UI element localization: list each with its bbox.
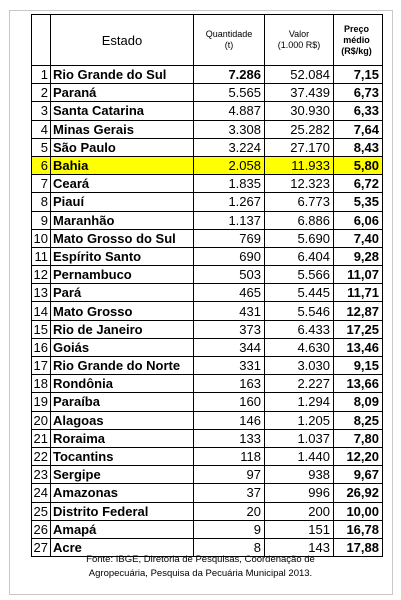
row-quantidade: 503 bbox=[194, 266, 265, 284]
table-row bbox=[32, 266, 383, 284]
row-preco: 6,72 bbox=[334, 175, 383, 193]
row-estado: Amapá bbox=[51, 520, 194, 538]
row-preco: 7,40 bbox=[334, 229, 383, 247]
row-number: 22 bbox=[32, 447, 51, 465]
row-estado: Maranhão bbox=[51, 211, 194, 229]
row-valor: 1.037 bbox=[265, 429, 334, 447]
row-valor: 938 bbox=[265, 466, 334, 484]
table-row bbox=[32, 193, 383, 211]
row-number: 6 bbox=[32, 156, 51, 174]
row-number: 13 bbox=[32, 284, 51, 302]
row-quantidade: 331 bbox=[194, 357, 265, 375]
row-valor: 30.930 bbox=[265, 102, 334, 120]
row-estado: Espírito Santo bbox=[51, 247, 194, 265]
row-number: 18 bbox=[32, 375, 51, 393]
row-estado: Pará bbox=[51, 284, 194, 302]
header-valor bbox=[265, 15, 334, 66]
row-quantidade: 160 bbox=[194, 393, 265, 411]
row-number: 19 bbox=[32, 393, 51, 411]
row-estado: Paraíba bbox=[51, 393, 194, 411]
row-preco: 16,78 bbox=[334, 520, 383, 538]
row-valor: 5.445 bbox=[265, 284, 334, 302]
row-estado: Roraima bbox=[51, 429, 194, 447]
row-estado: Distrito Federal bbox=[51, 502, 194, 520]
header-preco-line2: médio bbox=[343, 34, 370, 45]
row-valor: 6.433 bbox=[265, 320, 334, 338]
row-preco: 12,20 bbox=[334, 447, 383, 465]
row-quantidade: 133 bbox=[194, 429, 265, 447]
table-row bbox=[32, 502, 383, 520]
row-estado: São Paulo bbox=[51, 138, 194, 156]
row-valor: 52.084 bbox=[265, 66, 334, 84]
row-quantidade: 4.887 bbox=[194, 102, 265, 120]
row-estado: Ceará bbox=[51, 175, 194, 193]
row-estado: Mato Grosso bbox=[51, 302, 194, 320]
row-valor: 151 bbox=[265, 520, 334, 538]
row-number: 11 bbox=[32, 247, 51, 265]
row-number: 17 bbox=[32, 357, 51, 375]
row-estado: Mato Grosso do Sul bbox=[51, 229, 194, 247]
row-quantidade: 118 bbox=[194, 447, 265, 465]
row-preco: 26,92 bbox=[334, 484, 383, 502]
table-row bbox=[32, 229, 383, 247]
row-quantidade: 9 bbox=[194, 520, 265, 538]
row-valor: 37.439 bbox=[265, 84, 334, 102]
caption-line1: Fonte: IBGE, Diretoria de Pesquisas, Coordenação de bbox=[86, 554, 315, 565]
row-preco: 5,80 bbox=[334, 156, 383, 174]
header-preco-line1: Preço bbox=[343, 23, 369, 34]
row-number: 20 bbox=[32, 411, 51, 429]
row-valor: 1.294 bbox=[265, 393, 334, 411]
table-row bbox=[32, 357, 383, 375]
row-number: 15 bbox=[32, 320, 51, 338]
table-row bbox=[32, 211, 383, 229]
row-preco: 8,09 bbox=[334, 393, 383, 411]
row-number: 8 bbox=[32, 193, 51, 211]
row-estado: Rio de Janeiro bbox=[51, 320, 194, 338]
row-preco: 8,43 bbox=[334, 138, 383, 156]
row-valor: 27.170 bbox=[265, 138, 334, 156]
row-number: 25 bbox=[32, 502, 51, 520]
row-valor: 143 bbox=[265, 538, 334, 556]
row-estado: Sergipe bbox=[51, 466, 194, 484]
table-row bbox=[32, 320, 383, 338]
row-preco: 9,28 bbox=[334, 247, 383, 265]
table-row bbox=[32, 484, 383, 502]
table-row bbox=[32, 175, 383, 193]
row-estado: Tocantins bbox=[51, 447, 194, 465]
row-estado: Paraná bbox=[51, 84, 194, 102]
table-row bbox=[32, 156, 383, 174]
data-table bbox=[31, 14, 383, 557]
row-quantidade: 1.267 bbox=[194, 193, 265, 211]
row-quantidade: 3.308 bbox=[194, 120, 265, 138]
row-valor: 12.323 bbox=[265, 175, 334, 193]
row-preco: 9,67 bbox=[334, 466, 383, 484]
table-row bbox=[32, 338, 383, 356]
table-row bbox=[32, 520, 383, 538]
table-row bbox=[32, 466, 383, 484]
row-estado: Amazonas bbox=[51, 484, 194, 502]
row-valor: 5.566 bbox=[265, 266, 334, 284]
row-estado: Rio Grande do Norte bbox=[51, 357, 194, 375]
table-row bbox=[32, 66, 383, 84]
row-valor: 996 bbox=[265, 484, 334, 502]
row-preco: 5,35 bbox=[334, 193, 383, 211]
row-preco: 8,25 bbox=[334, 411, 383, 429]
caption-line2: Agropecuária, Pesquisa da Pecuária Municipal 2013. bbox=[88, 568, 313, 579]
row-number: 10 bbox=[32, 229, 51, 247]
row-preco: 17,25 bbox=[334, 320, 383, 338]
row-number: 24 bbox=[32, 484, 51, 502]
table-row bbox=[32, 84, 383, 102]
row-valor: 5.690 bbox=[265, 229, 334, 247]
row-number: 23 bbox=[32, 466, 51, 484]
row-valor: 11.933 bbox=[265, 156, 334, 174]
row-estado: Acre bbox=[51, 538, 194, 556]
row-number: 14 bbox=[32, 302, 51, 320]
row-number: 21 bbox=[32, 429, 51, 447]
row-quantidade: 97 bbox=[194, 466, 265, 484]
row-quantidade: 373 bbox=[194, 320, 265, 338]
row-valor: 25.282 bbox=[265, 120, 334, 138]
header-estado: Estado bbox=[51, 15, 194, 66]
header-num bbox=[32, 15, 51, 66]
row-preco: 7,80 bbox=[334, 429, 383, 447]
header-valor-line1: Valor bbox=[288, 29, 310, 39]
row-quantidade: 2.058 bbox=[194, 156, 265, 174]
table-row bbox=[32, 302, 383, 320]
row-quantidade: 690 bbox=[194, 247, 265, 265]
header-row bbox=[32, 15, 383, 66]
row-preco: 17,88 bbox=[334, 538, 383, 556]
row-number: 1 bbox=[32, 66, 51, 84]
row-valor: 6.404 bbox=[265, 247, 334, 265]
table-row bbox=[32, 138, 383, 156]
row-quantidade: 431 bbox=[194, 302, 265, 320]
row-valor: 4.630 bbox=[265, 338, 334, 356]
row-preco: 13,66 bbox=[334, 375, 383, 393]
row-estado: Pernambuco bbox=[51, 266, 194, 284]
row-number: 9 bbox=[32, 211, 51, 229]
row-preco: 12,87 bbox=[334, 302, 383, 320]
table-row bbox=[32, 447, 383, 465]
row-number: 12 bbox=[32, 266, 51, 284]
header-quantidade-line2: (t) bbox=[224, 40, 234, 50]
header-preco-line3: (R$/kg) bbox=[341, 45, 372, 56]
row-number: 4 bbox=[32, 120, 51, 138]
row-number: 27 bbox=[32, 538, 51, 556]
table-row bbox=[32, 375, 383, 393]
row-preco: 9,15 bbox=[334, 357, 383, 375]
row-preco: 11,71 bbox=[334, 284, 383, 302]
source-caption bbox=[0, 553, 401, 581]
row-quantidade: 163 bbox=[194, 375, 265, 393]
row-quantidade: 344 bbox=[194, 338, 265, 356]
row-preco: 11,07 bbox=[334, 266, 383, 284]
row-number: 7 bbox=[32, 175, 51, 193]
row-quantidade: 3.224 bbox=[194, 138, 265, 156]
row-estado: Rio Grande do Sul bbox=[51, 66, 194, 84]
header-quantidade bbox=[194, 15, 265, 66]
table-row bbox=[32, 284, 383, 302]
row-valor: 6.773 bbox=[265, 193, 334, 211]
row-quantidade: 7.286 bbox=[194, 66, 265, 84]
row-valor: 6.886 bbox=[265, 211, 334, 229]
table-body bbox=[32, 66, 383, 557]
table-row bbox=[32, 102, 383, 120]
header-quantidade-line1: Quantidade bbox=[205, 29, 253, 39]
table-row bbox=[32, 247, 383, 265]
row-valor: 1.205 bbox=[265, 411, 334, 429]
row-number: 5 bbox=[32, 138, 51, 156]
table-row bbox=[32, 429, 383, 447]
row-quantidade: 146 bbox=[194, 411, 265, 429]
row-number: 26 bbox=[32, 520, 51, 538]
table-row bbox=[32, 120, 383, 138]
row-quantidade: 20 bbox=[194, 502, 265, 520]
row-estado: Alagoas bbox=[51, 411, 194, 429]
row-quantidade: 1.137 bbox=[194, 211, 265, 229]
table-row bbox=[32, 393, 383, 411]
row-preco: 7,15 bbox=[334, 66, 383, 84]
row-preco: 7,64 bbox=[334, 120, 383, 138]
row-quantidade: 465 bbox=[194, 284, 265, 302]
row-number: 16 bbox=[32, 338, 51, 356]
row-estado: Bahia bbox=[51, 156, 194, 174]
row-preco: 6,06 bbox=[334, 211, 383, 229]
table-row bbox=[32, 411, 383, 429]
row-preco: 10,00 bbox=[334, 502, 383, 520]
row-number: 3 bbox=[32, 102, 51, 120]
row-valor: 3.030 bbox=[265, 357, 334, 375]
row-estado: Minas Gerais bbox=[51, 120, 194, 138]
row-valor: 2.227 bbox=[265, 375, 334, 393]
row-valor: 200 bbox=[265, 502, 334, 520]
row-valor: 1.440 bbox=[265, 447, 334, 465]
row-preco: 6,73 bbox=[334, 84, 383, 102]
row-estado: Santa Catarina bbox=[51, 102, 194, 120]
row-quantidade: 5.565 bbox=[194, 84, 265, 102]
header-valor-line2: (1.000 R$) bbox=[277, 40, 321, 50]
row-estado: Piauí bbox=[51, 193, 194, 211]
row-estado: Goiás bbox=[51, 338, 194, 356]
row-number: 2 bbox=[32, 84, 51, 102]
row-quantidade: 37 bbox=[194, 484, 265, 502]
row-estado: Rondônia bbox=[51, 375, 194, 393]
header-preco bbox=[334, 15, 383, 66]
row-quantidade: 8 bbox=[194, 538, 265, 556]
row-valor: 5.546 bbox=[265, 302, 334, 320]
row-preco: 13,46 bbox=[334, 338, 383, 356]
row-preco: 6,33 bbox=[334, 102, 383, 120]
row-quantidade: 769 bbox=[194, 229, 265, 247]
row-quantidade: 1.835 bbox=[194, 175, 265, 193]
